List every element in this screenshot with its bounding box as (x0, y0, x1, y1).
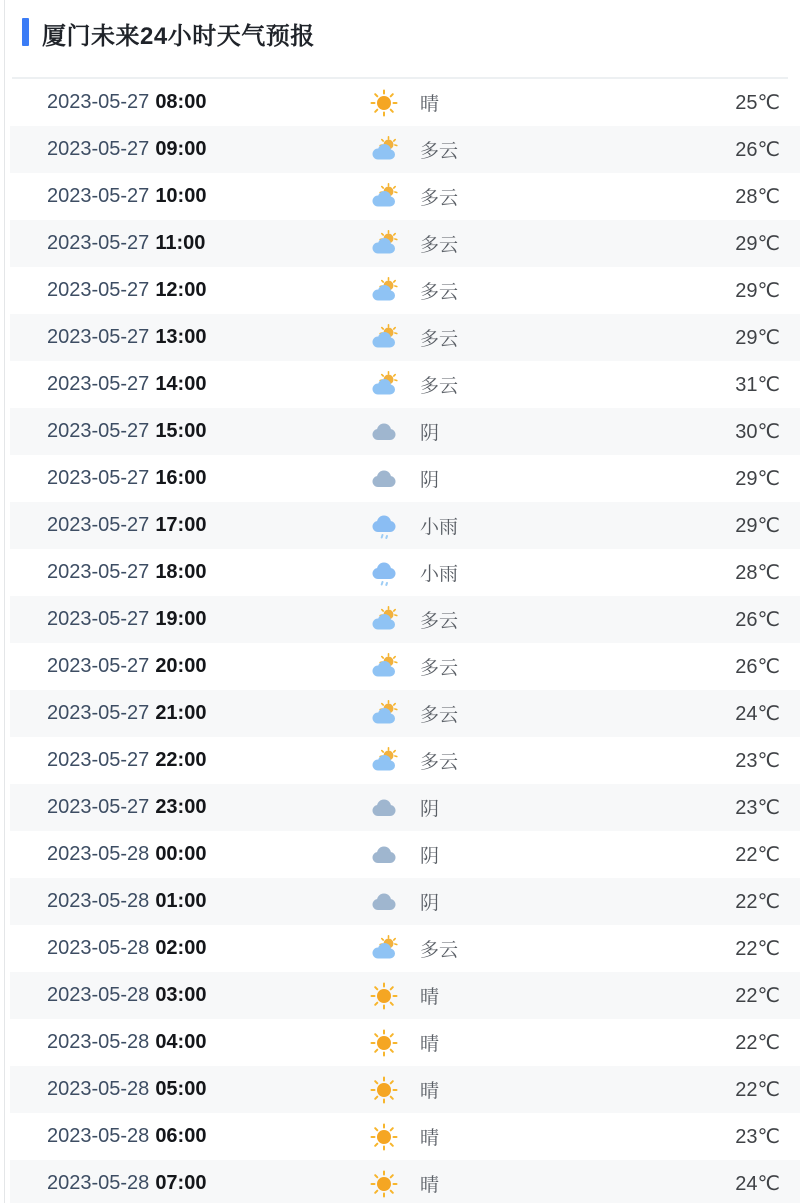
row-condition: 阴 (420, 846, 440, 867)
datetime-cell (47, 984, 370, 1007)
datetime-cell (47, 514, 370, 537)
row-date: 2023-05-27 (47, 326, 150, 348)
row-temperature: 29℃ (735, 468, 780, 490)
row-date: 2023-05-27 (47, 467, 150, 489)
row-time: 21:00 (155, 702, 207, 724)
row-date: 2023-05-27 (47, 796, 150, 818)
partly-cloudy-icon (370, 277, 398, 305)
row-condition: 晴 (420, 1128, 440, 1149)
row-time: 12:00 (155, 279, 207, 301)
row-time: 04:00 (155, 1031, 207, 1053)
sunny-icon (370, 89, 398, 117)
row-time: 01:00 (155, 890, 207, 912)
forecast-row (10, 549, 800, 596)
row-condition: 晴 (420, 1034, 440, 1055)
row-condition: 小雨 (420, 564, 459, 585)
row-time: 17:00 (155, 514, 207, 536)
title-accent-bar (22, 18, 29, 46)
forecast-row (10, 126, 800, 173)
row-temperature: 23℃ (735, 797, 780, 819)
sunny-icon (370, 1076, 398, 1104)
row-condition: 多云 (420, 329, 459, 350)
forecast-row (10, 455, 800, 502)
row-time: 13:00 (155, 326, 207, 348)
forecast-row (10, 737, 800, 784)
row-temperature: 22℃ (735, 985, 780, 1007)
row-condition: 多云 (420, 658, 459, 679)
datetime-cell (47, 796, 370, 819)
datetime-cell (47, 1125, 370, 1148)
row-condition: 多云 (420, 611, 459, 632)
row-time: 02:00 (155, 937, 207, 959)
row-time: 19:00 (155, 608, 207, 630)
partly-cloudy-icon (370, 230, 398, 258)
row-time: 06:00 (155, 1125, 207, 1147)
row-time: 22:00 (155, 749, 207, 771)
sunny-icon (370, 1123, 398, 1151)
row-temperature: 26℃ (735, 656, 780, 678)
row-temperature: 24℃ (735, 1173, 780, 1195)
row-date: 2023-05-27 (47, 185, 150, 207)
datetime-cell (47, 749, 370, 772)
row-temperature: 23℃ (735, 750, 780, 772)
row-time: 18:00 (155, 561, 207, 583)
row-date: 2023-05-27 (47, 420, 150, 442)
datetime-cell (47, 1078, 370, 1101)
forecast-row (10, 220, 800, 267)
page-left-border (4, 0, 5, 1203)
row-date: 2023-05-28 (47, 1125, 150, 1147)
forecast-table (10, 79, 800, 1203)
row-temperature: 22℃ (735, 844, 780, 866)
datetime-cell (47, 420, 370, 443)
row-temperature: 30℃ (735, 421, 780, 443)
row-condition: 多云 (420, 282, 459, 303)
forecast-row (10, 1160, 800, 1203)
row-date: 2023-05-27 (47, 702, 150, 724)
partly-cloudy-icon (370, 371, 398, 399)
row-condition: 多云 (420, 940, 459, 961)
row-temperature: 29℃ (735, 233, 780, 255)
row-condition: 多云 (420, 235, 459, 256)
partly-cloudy-icon (370, 136, 398, 164)
forecast-row (10, 596, 800, 643)
row-condition: 阴 (420, 423, 440, 444)
page-title: 厦门未来24小时天气预报 (42, 23, 315, 50)
row-temperature: 24℃ (735, 703, 780, 725)
row-temperature: 26℃ (735, 609, 780, 631)
forecast-row (10, 502, 800, 549)
row-date: 2023-05-27 (47, 514, 150, 536)
row-time: 08:00 (155, 91, 207, 113)
row-date: 2023-05-27 (47, 608, 150, 630)
row-time: 14:00 (155, 373, 207, 395)
partly-cloudy-icon (370, 653, 398, 681)
datetime-cell (47, 138, 370, 161)
row-condition: 晴 (420, 987, 440, 1008)
partly-cloudy-icon (370, 324, 398, 352)
forecast-row (10, 1066, 800, 1113)
forecast-row (10, 361, 800, 408)
forecast-row (10, 408, 800, 455)
datetime-cell (47, 373, 370, 396)
row-temperature: 22℃ (735, 1032, 780, 1054)
forecast-row (10, 690, 800, 737)
row-date: 2023-05-28 (47, 937, 150, 959)
row-date: 2023-05-27 (47, 373, 150, 395)
light-rain-icon (370, 559, 398, 587)
row-condition: 阴 (420, 470, 440, 491)
row-condition: 阴 (420, 893, 440, 914)
sunny-icon (370, 1029, 398, 1057)
row-temperature: 22℃ (735, 891, 780, 913)
row-date: 2023-05-28 (47, 984, 150, 1006)
row-date: 2023-05-28 (47, 890, 150, 912)
row-time: 03:00 (155, 984, 207, 1006)
datetime-cell (47, 702, 370, 725)
datetime-cell (47, 91, 370, 114)
datetime-cell (47, 467, 370, 490)
forecast-row (10, 314, 800, 361)
row-condition: 晴 (420, 1175, 440, 1196)
overcast-icon (370, 841, 398, 869)
forecast-row (10, 831, 800, 878)
row-time: 10:00 (155, 185, 207, 207)
row-time: 00:00 (155, 843, 207, 865)
datetime-cell (47, 561, 370, 584)
row-date: 2023-05-27 (47, 655, 150, 677)
forecast-row (10, 878, 800, 925)
sunny-icon (370, 1170, 398, 1198)
row-temperature: 23℃ (735, 1126, 780, 1148)
row-temperature: 29℃ (735, 327, 780, 349)
row-date: 2023-05-27 (47, 138, 150, 160)
row-time: 07:00 (155, 1172, 207, 1194)
partly-cloudy-icon (370, 700, 398, 728)
row-date: 2023-05-27 (47, 232, 150, 254)
forecast-row (10, 925, 800, 972)
overcast-icon (370, 888, 398, 916)
row-condition: 晴 (420, 1081, 440, 1102)
row-time: 20:00 (155, 655, 207, 677)
row-condition: 多云 (420, 188, 459, 209)
overcast-icon (370, 794, 398, 822)
row-date: 2023-05-28 (47, 1078, 150, 1100)
datetime-cell (47, 279, 370, 302)
row-temperature: 31℃ (735, 374, 780, 396)
forecast-row (10, 784, 800, 831)
overcast-icon (370, 465, 398, 493)
row-temperature: 25℃ (735, 92, 780, 114)
row-time: 05:00 (155, 1078, 207, 1100)
row-condition: 多云 (420, 752, 459, 773)
row-temperature: 28℃ (735, 186, 780, 208)
row-condition: 小雨 (420, 517, 459, 538)
row-time: 23:00 (155, 796, 207, 818)
forecast-row (10, 173, 800, 220)
row-time: 15:00 (155, 420, 207, 442)
page-header (0, 0, 800, 79)
forecast-row (10, 1113, 800, 1160)
row-temperature: 29℃ (735, 280, 780, 302)
datetime-cell (47, 890, 370, 913)
partly-cloudy-icon (370, 606, 398, 634)
row-date: 2023-05-28 (47, 843, 150, 865)
datetime-cell (47, 843, 370, 866)
row-date: 2023-05-27 (47, 749, 150, 771)
row-temperature: 28℃ (735, 562, 780, 584)
forecast-row (10, 79, 800, 126)
row-date: 2023-05-28 (47, 1172, 150, 1194)
partly-cloudy-icon (370, 747, 398, 775)
sunny-icon (370, 982, 398, 1010)
forecast-row (10, 1019, 800, 1066)
row-temperature: 29℃ (735, 515, 780, 537)
light-rain-icon (370, 512, 398, 540)
forecast-row (10, 643, 800, 690)
row-condition: 多云 (420, 141, 459, 162)
row-time: 11:00 (155, 232, 206, 254)
row-condition: 多云 (420, 705, 459, 726)
row-condition: 晴 (420, 94, 440, 115)
forecast-row (10, 267, 800, 314)
datetime-cell (47, 655, 370, 678)
partly-cloudy-icon (370, 183, 398, 211)
datetime-cell (47, 937, 370, 960)
row-date: 2023-05-27 (47, 279, 150, 301)
datetime-cell (47, 608, 370, 631)
datetime-cell (47, 232, 370, 255)
row-date: 2023-05-28 (47, 1031, 150, 1053)
row-condition: 阴 (420, 799, 440, 820)
datetime-cell (47, 1031, 370, 1054)
row-condition: 多云 (420, 376, 459, 397)
row-temperature: 26℃ (735, 139, 780, 161)
row-time: 09:00 (155, 138, 207, 160)
overcast-icon (370, 418, 398, 446)
row-time: 16:00 (155, 467, 207, 489)
datetime-cell (47, 1172, 370, 1195)
row-date: 2023-05-27 (47, 561, 150, 583)
datetime-cell (47, 326, 370, 349)
partly-cloudy-icon (370, 935, 398, 963)
row-temperature: 22℃ (735, 1079, 780, 1101)
forecast-row (10, 972, 800, 1019)
row-temperature: 22℃ (735, 938, 780, 960)
datetime-cell (47, 185, 370, 208)
row-date: 2023-05-27 (47, 91, 150, 113)
